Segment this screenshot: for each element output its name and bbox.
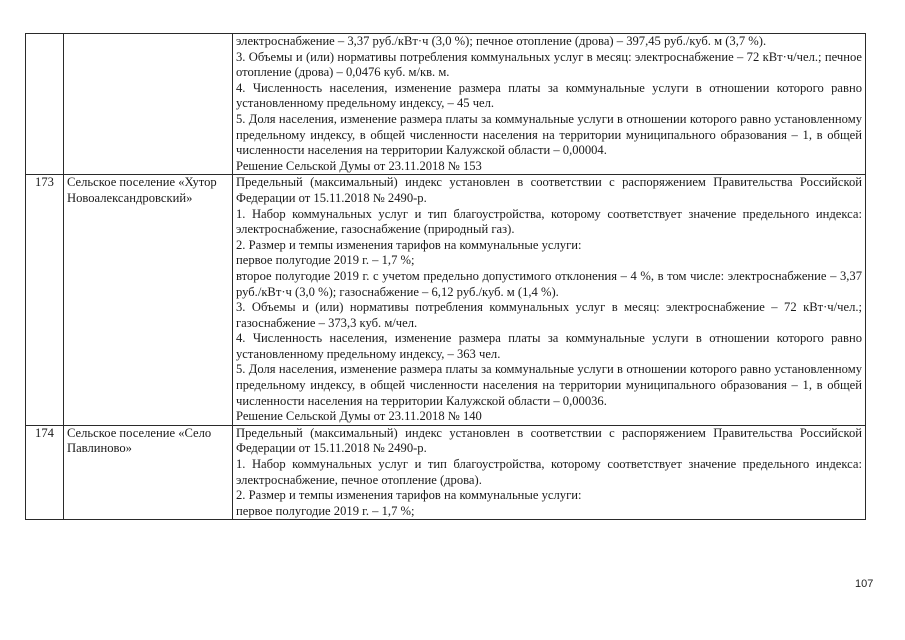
row-number: 173: [26, 175, 64, 426]
description-line: первое полугодие 2019 г. – 1,7 %;: [236, 253, 415, 268]
municipality-name: [64, 34, 233, 175]
description-line: электроснабжение – 3,37 руб./кВт·ч (3,0 %); печное отопление (дрова) – 397,45 руб./куб. м (3,7 %).: [236, 34, 767, 48]
description-line: 5. Доля населения, изменение размера платы за коммунальные услуги в отношении которого равно установленному предельному индексу, в общей численности населения на территории муниципального образования – 1, в общей численности населения на территории Калужской области – 0,00036.: [236, 362, 862, 408]
description-line: Предельный (максимальный) индекс установлен в соответствии с распоряжением Правительства Российской Федерации от 15.11.2018 № 2490-р.: [236, 425, 862, 456]
municipality-name: Сельское поселение «Село Павлиново»: [64, 425, 233, 520]
table-row: [26, 425, 866, 520]
description-line: первое полугодие 2019 г. – 1,7 %;: [236, 503, 415, 518]
description-line: 3. Объемы и (или) нормативы потребления коммунальных услуг в месяц: электроснабжение – 72 кВт·ч/чел.; газоснабжение – 373,3 куб. м/чел.: [236, 300, 862, 330]
description-line: 3. Объемы и (или) нормативы потребления коммунальных услуг в месяц: электроснабжение – 72 кВт·ч/чел.; печное отопление (дрова) – 0,0476 куб. м/кв. м.: [236, 49, 862, 80]
description-line: 2. Размер и темпы изменения тарифов на коммунальные услуги:: [236, 488, 582, 503]
description-line: Предельный (максимальный) индекс установлен в соответствии с распоряжением Правительства Российской Федерации от 15.11.2018 № 2490-р.: [236, 175, 862, 205]
municipality-name: Сельское поселение «Хутор Новоалександровский»: [64, 175, 233, 426]
description-line: второе полугодие 2019 г. с учетом предельно допустимого отклонения – 4 %, в том числе: электроснабжение – 3,37 руб./кВт·ч (3,0 %); газоснабжение – 6,12 руб./куб. м (1,4 %).: [236, 268, 862, 299]
decision-reference: Решение Сельской Думы от 23.11.2018 № 153: [236, 158, 482, 173]
tariff-index-table: [25, 33, 866, 520]
row-number: 174: [26, 425, 64, 520]
row-description: [233, 425, 866, 520]
description-line: 2. Размер и темпы изменения тарифов на коммунальные услуги:: [236, 237, 582, 252]
row-number: [26, 34, 64, 175]
page-number: 107: [855, 578, 874, 590]
description-line: 4. Численность населения, изменение размера платы за коммунальные услуги в отношении которого равно установленному предельному индексу, – 363 чел.: [236, 331, 862, 361]
table-row: [26, 175, 866, 426]
description-line: 1. Набор коммунальных услуг и тип благоустройства, которому соответствует значение предельного индекса: электроснабжение, печное отопление (дрова).: [236, 457, 862, 487]
description-line: 1. Набор коммунальных услуг и тип благоустройства, которому соответствует значение предельного индекса: электроснабжение, газоснабжение (природный газ).: [236, 206, 862, 237]
description-line: 5. Доля населения, изменение размера платы за коммунальные услуги в отношении которого равно установленному предельному индексу, в общей численности населения на территории муниципального образования – 1, в общей численности населения на территории Калужской области – 0,00004.: [236, 111, 862, 158]
table-row: [26, 34, 866, 175]
decision-reference: Решение Сельской Думы от 23.11.2018 № 140: [236, 409, 482, 424]
description-line: 4. Численность населения, изменение размера платы за коммунальные услуги в отношении которого равно установленному предельному индексу, – 45 чел.: [236, 80, 862, 111]
row-description: [233, 175, 866, 426]
row-description: [233, 34, 866, 175]
